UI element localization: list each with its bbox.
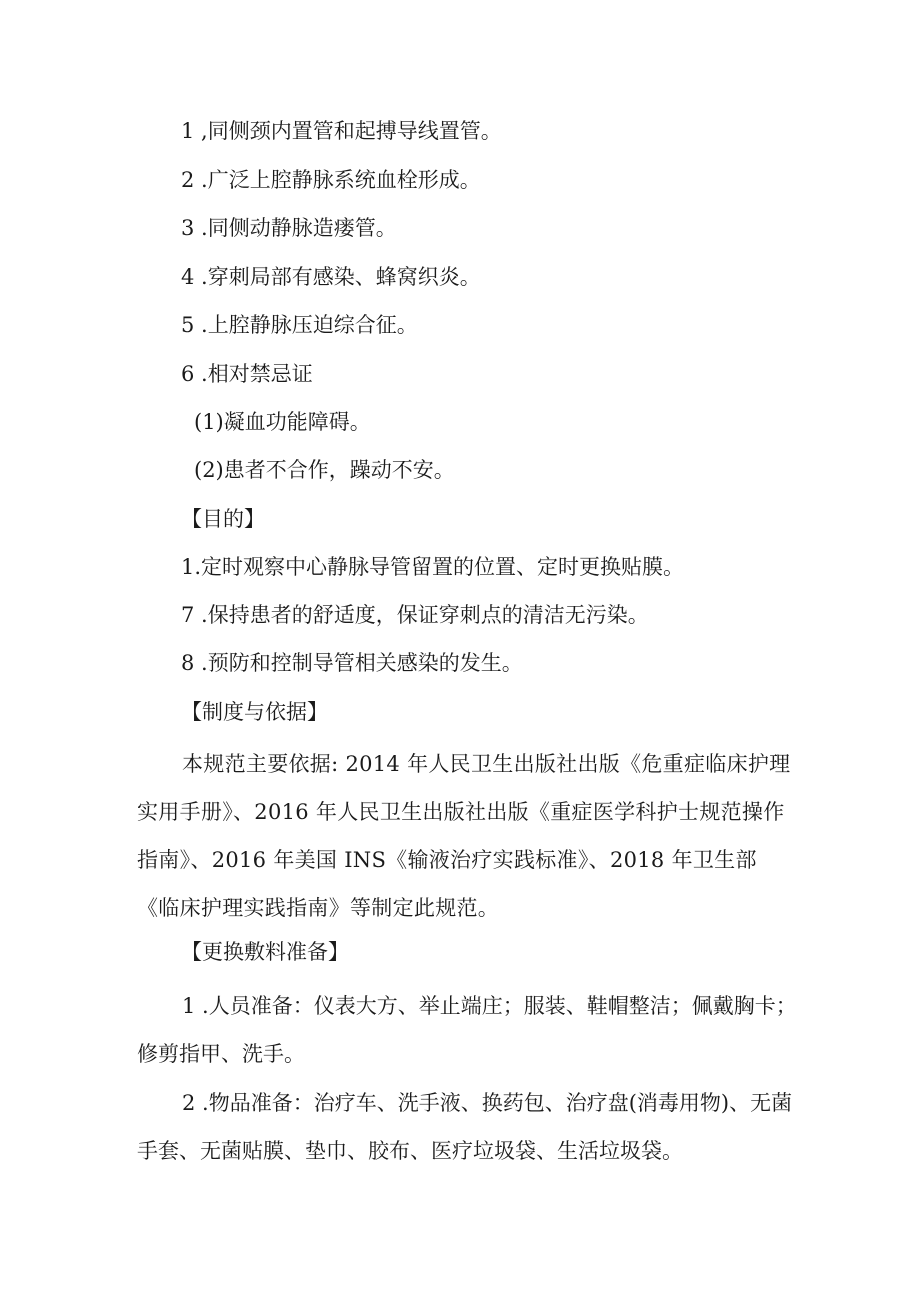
purpose-item-1: 1.定时观察中心静脉导管留置的位置、定时更换贴膜。 [181,555,685,579]
relative-contraindication-1: (1)凝血功能障碍。 [194,410,371,434]
purpose-item-3: 8 .预防和控制导管相关感染的发生。 [181,651,523,675]
relative-contraindication-2: (2)患者不合作，躁动不安。 [194,458,455,482]
contraindication-item-4: 4 .穿刺局部有感染、蜂窝织炎。 [181,265,481,289]
basis-paragraph: 本规范主要依据: 2014 年人民卫生出版社出版《危重症临床护理实用手册》、2016 年人民卫生出版社出版《重症医学科护士规范操作指南》、2016 年美国 INS《输液治疗实践标准》、2018 年卫生部《临床护理实践指南》等制定此规范。 [137,752,791,920]
contraindication-item-5: 5 .上腔静脉压迫综合征。 [181,313,418,337]
relative-contraindication-heading: 6 .相对禁忌证 [181,362,313,386]
dressing-prep-heading: 【更换敷料准备】 [181,940,349,964]
contraindication-item-1: 1 ,同侧颈内置管和起搏导线置管。 [181,119,502,143]
purpose-heading: 【目的】 [181,507,265,531]
personnel-prep-paragraph: 1 .人员准备：仪表大方、举止端庄；服装、鞋帽整洁；佩戴胸卡；修剪指甲、洗手。 [137,994,797,1066]
items-prep-paragraph: 2 .物品准备：治疗车、洗手液、换药包、治疗盘(消毒用物)、无菌手套、无菌贴膜、垫巾、胶布、医疗垃圾袋、生活垃圾袋。 [137,1091,793,1163]
purpose-item-2: 7 .保持患者的舒适度，保证穿刺点的清洁无污染。 [181,603,649,627]
basis-heading: 【制度与依据】 [181,700,328,724]
contraindication-item-2: 2 .广泛上腔静脉系统血栓形成。 [181,168,481,192]
contraindication-item-3: 3 .同侧动静脉造瘘管。 [181,216,397,240]
